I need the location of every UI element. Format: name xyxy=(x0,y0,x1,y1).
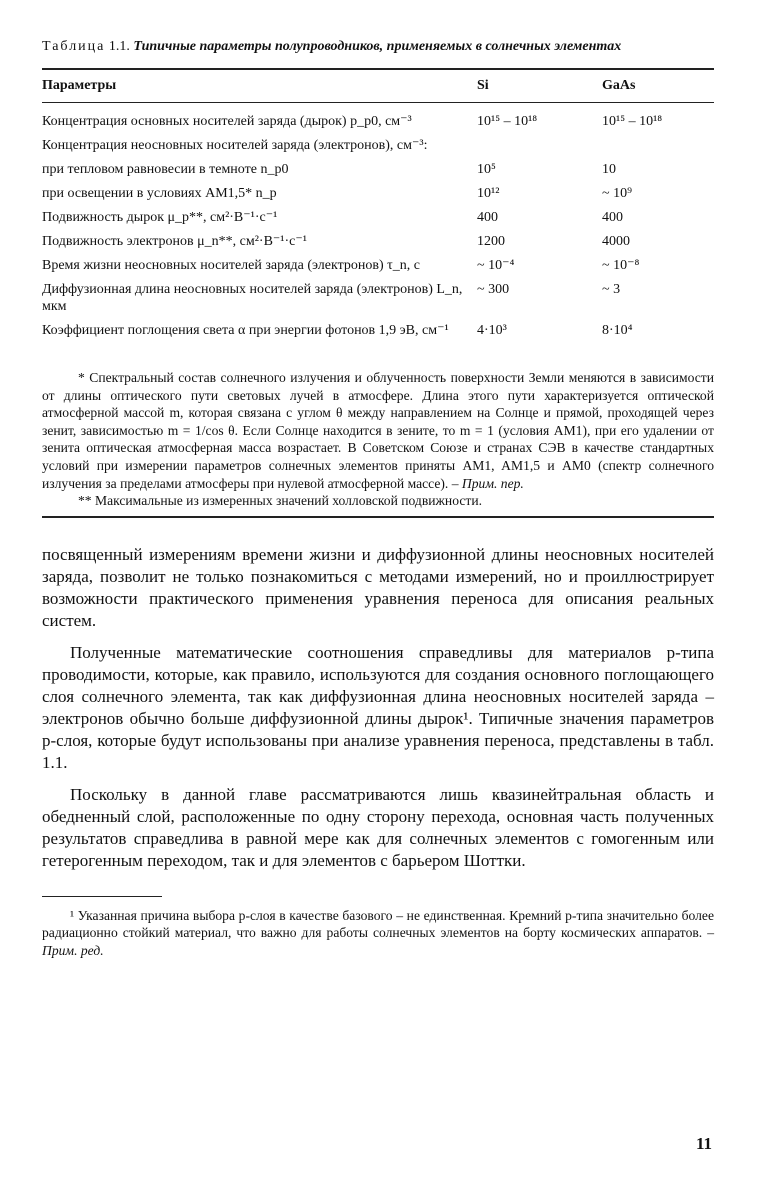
note-star1: * Спектральный состав солнечного излучения и облученность поверхности Земли меняются в зависимости от длины оптического пути световых лучей в атмосфере. Длина этого пути характеризуется оптической атмосферной массой m, которая связана с углом θ между направлением на Солнце и прямой, проходящей через зенит, зависимостью m = 1/cos θ. Если Солнце находится в зените, то m = 1 (условия AM1), при его удалении от зенита оптическая атмосферная масса возрастает. В Советском Союзе и странах СЭВ в качестве стандартных условий при измерении параметров солнечных элементов приняты AM1, AM1,5 и AM0 (спектр солнечного излучения за пределами атмосферы при нулевой атмосферной массе). – Прим. пер. xyxy=(42,370,714,491)
page xyxy=(42,38,714,960)
caption-label: Таблица xyxy=(42,39,106,54)
header-params: Параметры xyxy=(42,70,477,103)
header-si: Si xyxy=(477,70,602,103)
paragraph: Поскольку в данной главе рассматриваются лишь квазинейтральная область и обедненный слой, расположенные по одну сторону перехода, основная часть полученных результатов справедлива в равной мере как для солнечных элементов с гомогенным или гетерогенным переходом, так и для элементов с барьером Шоттки. xyxy=(42,784,714,870)
note-star2: ** Максимальные из измеренных значений холловской подвижности. xyxy=(78,493,482,509)
table-row: при тепловом равновесии в темноте n_p0 10⁵ 10 xyxy=(42,162,616,177)
table-row: Время жизни неосновных носителей заряда (электронов) τ_n, с ~ 10⁻⁴ ~ 10⁻⁸ xyxy=(42,258,640,273)
table-row: при освещении в условиях AM1,5* n_p 10¹² ~ 10⁹ xyxy=(42,186,632,201)
table-bottom-rule xyxy=(42,516,714,518)
header-gaas: GaAs xyxy=(602,70,714,103)
footnote-1: ¹ Указанная причина выбора p-слоя в качестве базового – не единственная. Кремний p-типа значительно более радиационно стойкий материал, что важно для работы солнечных элементов на борту космических аппаратов. – Прим. ред. xyxy=(42,907,714,958)
table-row: Подвижность электронов μ_n**, см²·В⁻¹·с⁻¹ 1200 4000 xyxy=(42,234,630,249)
table-row: Диффузионная длина неосновных носителей заряда (электронов) L_n, мкм ~ 300 ~ 3 xyxy=(42,282,621,314)
table-notes xyxy=(42,369,714,516)
footnote-rule xyxy=(42,896,162,897)
table-row: Подвижность дырок μ_p**, см²·В⁻¹·с⁻¹ 400 400 xyxy=(42,210,623,225)
caption-title: Типичные параметры полупроводников, применяемых в солнечных элементах xyxy=(133,39,622,54)
table-caption xyxy=(42,38,714,56)
parameters-table xyxy=(42,70,714,343)
paragraph: посвященный измерениям времени жизни и диффузионной длины неосновных носителей заряда, позволит не только познакомиться с методами измерений, но и проиллюстрирует возможности практического применения уравнения переноса для описания реальных систем. xyxy=(42,544,714,630)
body-text xyxy=(42,544,714,872)
table-row: Концентрация основных носителей заряда (дырок) p_p0, см⁻³ 10¹⁵ – 10¹⁸ 10¹⁵ – 10¹⁸ xyxy=(42,114,663,129)
paragraph: Полученные математические соотношения справедливы для материалов p-типа проводимости, которые, как правило, используются для создания основного поглощающего слоя солнечного элемента, так как диффузионная длина неосновных носителей заряда – электронов обычно больше диффузионной длины дырок¹. Типичные значения параметров p-слоя, которые будут использованы при анализе уравнения переноса, представлены в табл. 1.1. xyxy=(42,642,714,772)
table-row: Концентрация неосновных носителей заряда (электронов), см⁻³: xyxy=(42,138,428,153)
table-row: Коэффициент поглощения света α при энергии фотонов 1,9 эВ, см⁻¹ 4·10³ 8·10⁴ xyxy=(42,323,633,338)
page-number: 11 xyxy=(695,1134,712,1153)
caption-number: 1.1. xyxy=(108,39,130,54)
